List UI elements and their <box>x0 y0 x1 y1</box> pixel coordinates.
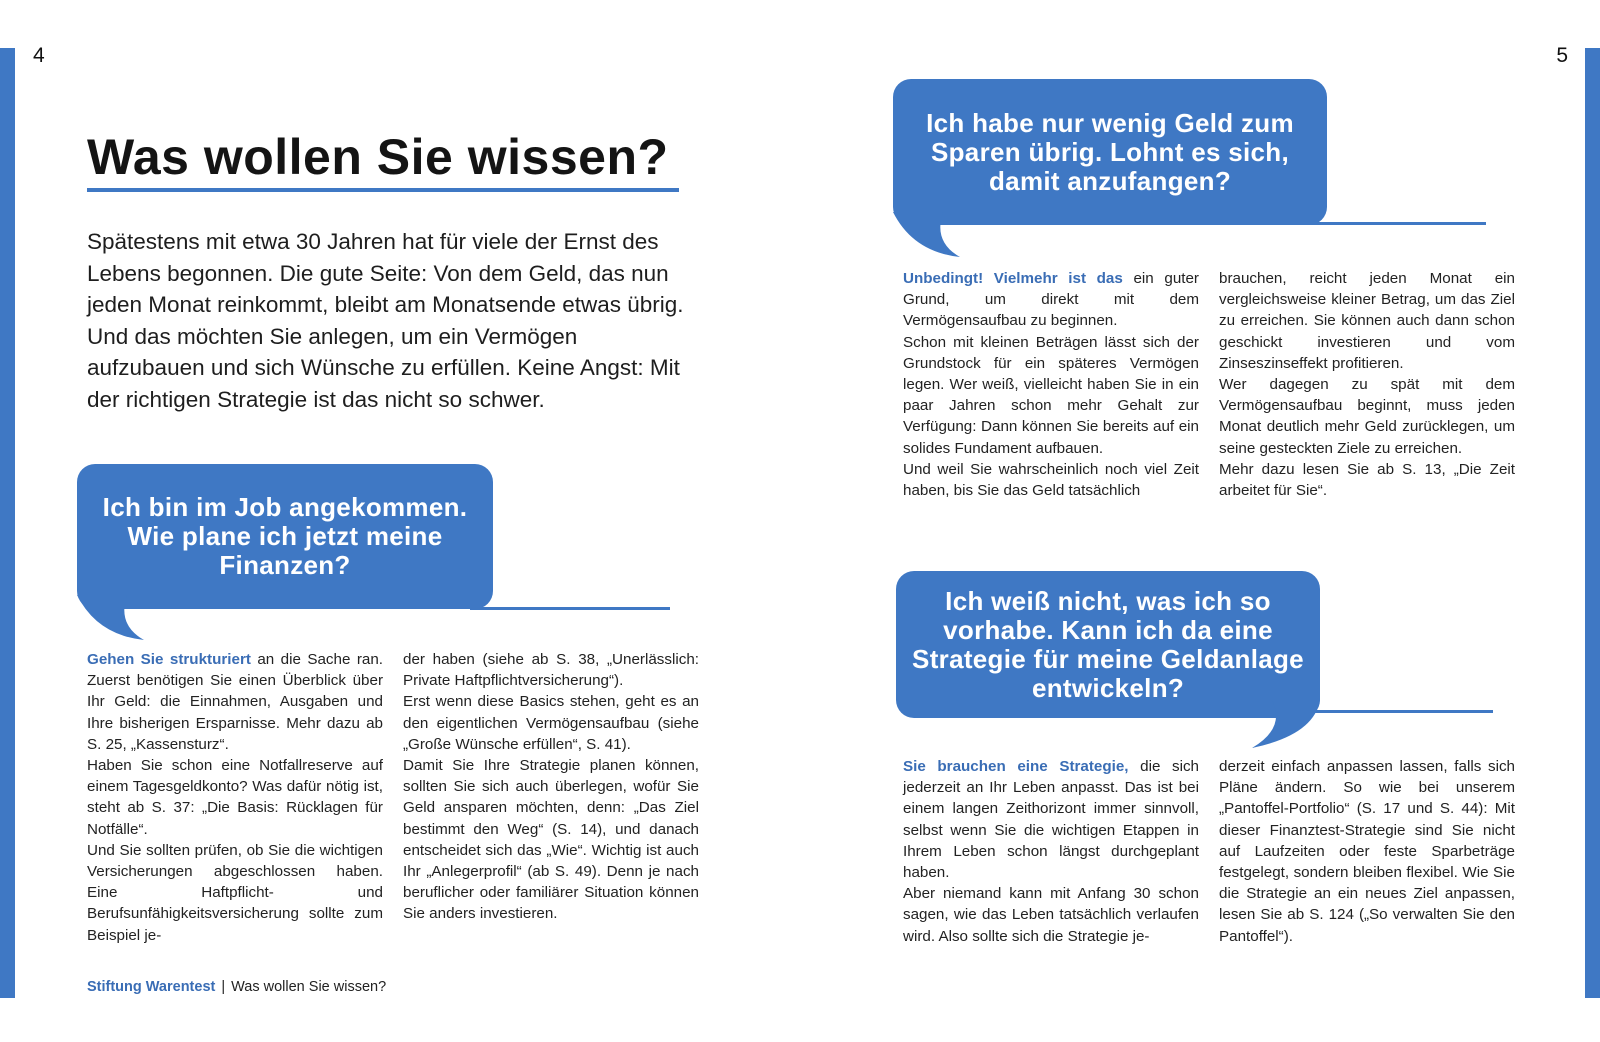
question-bubble-job <box>77 464 493 609</box>
answer-paragraph: Gehen Sie strukturiert an die Sache ran. Zuerst benötigen Sie einen Überblick über Ihr Geld: die Einnahmen, Ausgaben und Ihre bisherigen Ersparnisse. Mehr dazu ab S. 25, „Kassensturz“. <box>87 651 383 753</box>
answer-column-2 <box>1219 756 1515 947</box>
answer-paragraph: Und Sie sollten prüfen, ob Sie die wichtigen Versicherungen abgeschlossen haben. Eine Haftpflicht- und Berufsunfähigkeitsversicherung sollte zum Beispiel je- <box>87 841 383 944</box>
answer-paragraph: der haben (siehe ab S. 38, „Unerlässlich: Private Haftpflichtversicherung“). <box>403 651 699 690</box>
answer-paragraph: brauchen, reicht jeden Monat ein vergleichsweise kleiner Betrag, um das Ziel zu erreichen. Sie können auch dann schon geschickt investieren und vom Zinseszinseffekt profitieren. <box>1219 270 1515 372</box>
question-text: Ich habe nur wenig Geld zum Sparen übrig. Lohnt es sich, damit anzufangen? <box>926 107 1294 196</box>
answer-paragraph: Erst wenn diese Basics stehen, geht es an den eigentlichen Vermögensaufbau (siehe „Große Wünsche erfüllen“, S. 41). <box>403 693 699 753</box>
intro-paragraph: Spätestens mit etwa 30 Jahren hat für viele der Ernst des Lebens begonnen. Die gute Seite: Von dem Geld, das nun jeden Monat reinkommt, bleibt am Monatsende etwas übrig. Und das möchten Sie anlegen, um ein Vermögen aufzubauen und sich Wünsche zu erfüllen. Keine Angst: Mit der richtigen Strategie ist das nicht so schwer. <box>87 229 684 412</box>
page-footer <box>87 979 386 995</box>
answer-lead: Unbedingt! Vielmehr ist das <box>903 270 1123 287</box>
answer-paragraph: Mehr dazu lesen Sie ab S. 13, „Die Zeit arbeitet für Sie“. <box>1219 460 1515 500</box>
question-rule <box>1300 222 1486 225</box>
footer-brand: Stiftung Warentest <box>87 979 216 995</box>
question-rule <box>470 607 670 610</box>
speech-bubble-tail <box>77 595 157 640</box>
answer-columns-little-money <box>903 268 1515 501</box>
answer-paragraph: Aber niemand kann mit Anfang 30 schon sagen, wie das Leben tatsächlich verlaufen wird. Also sollte sich die Strategie je- <box>903 885 1199 945</box>
footer-section: Was wollen Sie wissen? <box>231 979 387 995</box>
title-underline <box>87 188 679 192</box>
answer-paragraph: Und weil Sie wahrscheinlich noch viel Zeit haben, bis Sie das Geld tatsächlich <box>903 460 1199 500</box>
right-page-edge-bar <box>1585 48 1600 998</box>
answer-column-2 <box>1219 268 1515 501</box>
speech-bubble-tail <box>893 212 973 257</box>
question-text: Ich weiß nicht, was ich so vorhabe. Kann ich da eine Strategie für meine Geldanlage entwickeln? <box>912 585 1304 703</box>
question-rule <box>1310 710 1493 713</box>
page-number-left: 4 <box>33 44 45 67</box>
speech-bubble-tail <box>1252 700 1320 748</box>
answer-column-1 <box>903 268 1199 501</box>
answer-paragraph: Unbedingt! Vielmehr ist das ein guter Grund, um direkt mit dem Vermögensaufbau zu beginnen. <box>903 270 1199 330</box>
question-bubble-strategy <box>896 571 1320 718</box>
answer-paragraph: Haben Sie schon eine Notfallreserve auf einem Tagesgeldkonto? Was dafür nötig ist, steht ab S. 37: „Die Basis: Rücklagen für Notfälle“. <box>87 757 383 838</box>
answer-paragraph: Sie brauchen eine Strategie, die sich jederzeit an Ihr Leben anpasst. Das ist bei einem langen Zeithorizont immer sinnvoll, selbst wenn Sie die wichtigen Etappen in Ihrem Leben schon längst durchgeplant haben. <box>903 758 1199 882</box>
answer-lead: Sie brauchen eine Strategie, <box>903 758 1129 775</box>
question-text: Ich bin im Job angekommen. Wie plane ich jetzt meine Finanzen? <box>102 492 468 580</box>
answer-paragraph: Wer dagegen zu spät mit dem Vermögensaufbau beginnt, muss jeden Monat deutlich mehr Geld zurücklegen, um seine gesteckten Ziele zu erreichen. <box>1219 376 1515 457</box>
answer-lead: Gehen Sie strukturiert <box>87 651 251 668</box>
answer-column-1 <box>87 649 383 946</box>
answer-column-2 <box>403 649 699 946</box>
footer-separator: | <box>221 979 226 995</box>
answer-paragraph: Schon mit kleinen Beträgen lässt sich der Grundstock für ein späteres Vermögen legen. Wer weiß, vielleicht haben Sie in ein paar Jahren schon mehr Gehalt zur Verfügung: Dann können Sie bereits auf ein solides Fundament aufbauen. <box>903 333 1199 457</box>
left-page-edge-bar <box>0 48 15 998</box>
answer-columns-strategy <box>903 756 1515 947</box>
answer-column-1 <box>903 756 1199 947</box>
page-title: Was wollen Sie wissen? <box>87 129 669 185</box>
answer-paragraph: derzeit einfach anpassen lassen, falls sich Pläne ändern. So wie bei unserem „Pantoffel-Portfolio“ (S. 17 und S. 44): Mit dieser Finanztest-Strategie sind Sie nicht auf Laufzeiten oder feste Sparbeträge festgelegt, sondern bleiben flexibel. Wie Sie die Strategie an ein neues Ziel anpassen, lesen Sie ab S. 124 („So verwalten Sie den Pantoffel“). <box>1219 758 1515 945</box>
answer-paragraph: Damit Sie Ihre Strategie planen können, sollten Sie sich auch überlegen, wofür Sie Geld ansparen möchten, denn: „Das Ziel bestimmt den Weg“ (S. 14), und danach entscheidet sich das „Wie“. Wichtig ist auch Ihr „Anlegerprofil“ (ab S. 49). Denn je nach beruflicher oder familiärer Situation können Sie anders investieren. <box>403 757 699 923</box>
question-bubble-little-money <box>893 79 1327 225</box>
page-number-right: 5 <box>1556 44 1568 67</box>
answer-columns-job <box>87 649 699 946</box>
